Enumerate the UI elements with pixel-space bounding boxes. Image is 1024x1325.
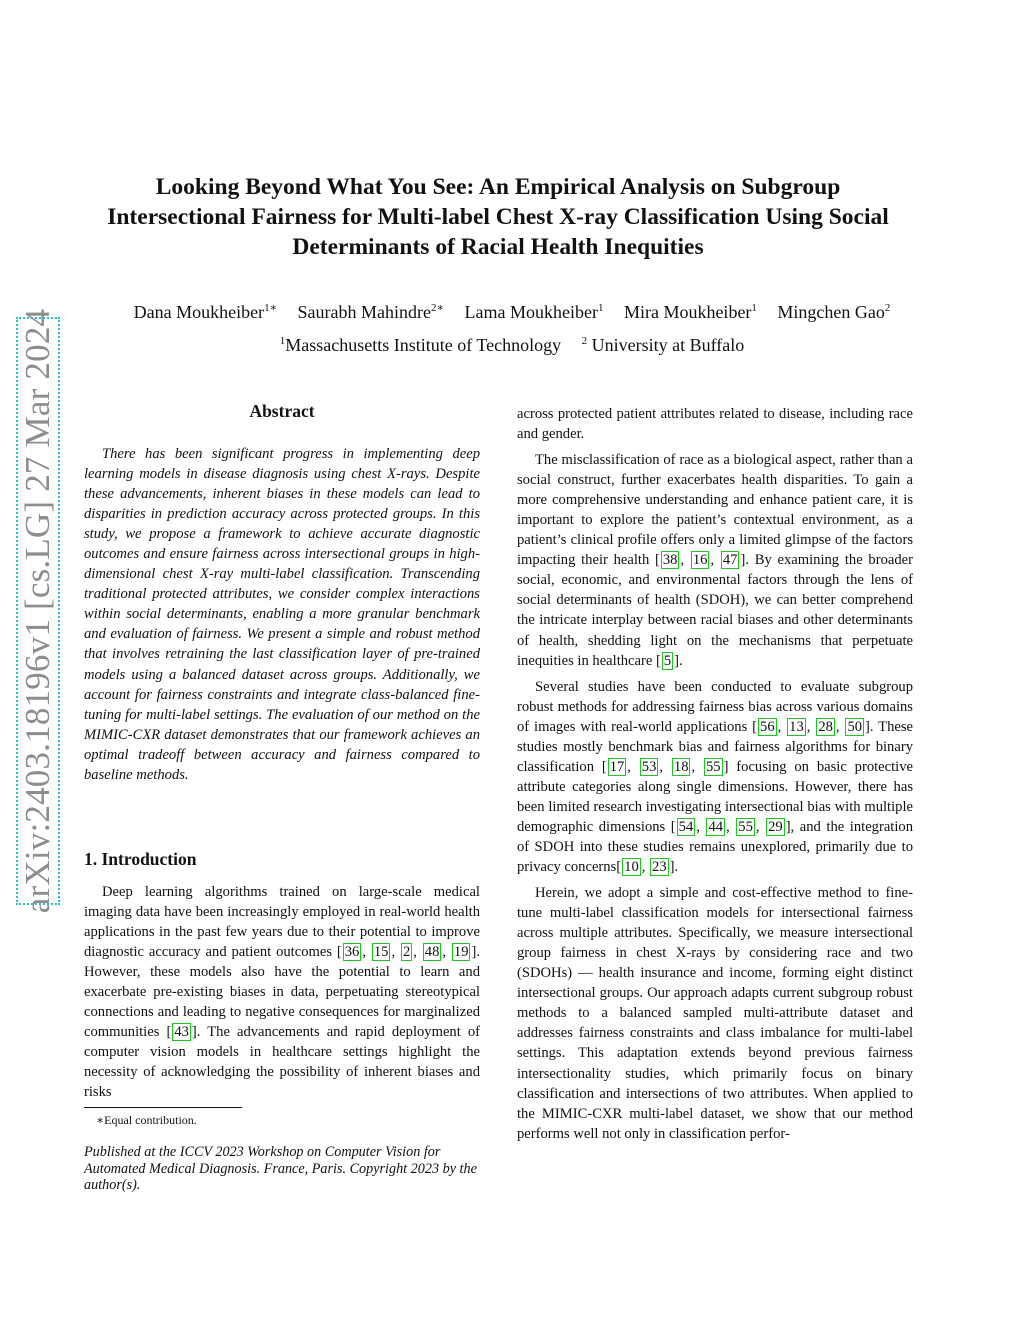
citation-link[interactable]: 29: [768, 818, 783, 835]
citation-link[interactable]: 47: [722, 552, 738, 569]
citation-link[interactable]: 38: [662, 552, 678, 569]
citation-link[interactable]: 48: [424, 944, 440, 961]
introduction-heading: 1. Introduction: [84, 849, 197, 869]
affiliation: [280, 335, 561, 355]
text-run: Deep learning algorithms trained on large-scale medical imaging data have been increasingly employed in real-world health applications in the past few years due to their potential to improve diagnostic accuracy and patient outcomes [: [84, 884, 480, 961]
citation-link[interactable]: 43: [174, 1024, 189, 1041]
citation-link[interactable]: 10: [624, 859, 639, 876]
author-list: [60, 300, 964, 324]
body-paragraph: [517, 404, 913, 444]
footnote: ∗Equal contribution.: [96, 1113, 197, 1127]
citation-link[interactable]: 5: [663, 652, 672, 669]
citation-link[interactable]: 23: [652, 859, 667, 876]
author-affiliation-mark: 1: [751, 302, 757, 314]
author: [465, 302, 604, 322]
author-affiliation-mark: 1∗: [264, 302, 278, 314]
citation-link[interactable]: 17: [609, 758, 625, 775]
text-run: ,: [710, 552, 720, 569]
text-run: ,: [691, 758, 703, 775]
text-run: ]. By examining the broader social, economic, and environmental factors through the lens of social determinants of health (SDOH), we can better comprehend the intricate interplay between racial biases and other determinants of health, shedding light on the mechanisms that perpetuate inequities in healthcare [: [517, 552, 914, 669]
author: [134, 302, 277, 322]
text-run: Several studies have been conducted to evaluate subgroup robust methods for addressing fairness bias across various domains of images with real-world applications [: [517, 678, 913, 735]
text-run: ,: [806, 718, 816, 735]
footnote-rule: [84, 1107, 242, 1108]
title-line: Looking Beyond What You See: An Empirical Analysis on Subgroup: [155, 174, 841, 200]
affiliation: [582, 335, 745, 355]
citation-link[interactable]: 16: [692, 552, 708, 569]
citation-link[interactable]: 55: [705, 758, 721, 775]
text-run: ,: [777, 718, 787, 735]
text-run: ]. The advancements and rapid deployment of computer vision models in healthcare settings highlight the necessity of acknowledging the possibility of inherent biases and risks: [84, 1024, 480, 1101]
citation-link[interactable]: 56: [760, 718, 775, 735]
citation-link[interactable]: 36: [344, 944, 360, 961]
text-run: ].: [669, 859, 679, 876]
text-run: ], and the integration of SDOH into these studies remains unexplored, primarily due to privacy concerns[: [517, 818, 914, 876]
introduction-paragraph: [84, 882, 480, 1103]
text-run: ,: [726, 818, 736, 835]
author-name: Saurabh Mahindre: [297, 302, 432, 322]
citation-link[interactable]: 50: [847, 718, 863, 735]
citation-link[interactable]: 18: [673, 758, 689, 775]
affiliation-mark: 1: [279, 335, 286, 347]
text-run: ,: [627, 758, 639, 775]
citation-link[interactable]: 54: [678, 818, 694, 835]
citation-link[interactable]: 28: [818, 718, 833, 735]
affiliation-list: [60, 333, 964, 357]
title-line: Intersectional Fairness for Multi-label Chest X-ray Classification Using Social: [107, 204, 889, 230]
text-run: ,: [835, 718, 845, 735]
author-affiliation-mark: 2: [884, 302, 891, 314]
title-line: Determinants of Racial Health Inequities: [292, 234, 704, 260]
affiliation-name: Massachusetts Institute of Technology: [285, 335, 562, 355]
text-run: ,: [391, 944, 400, 961]
text-run: ,: [680, 552, 690, 569]
author: [298, 302, 444, 322]
right-column: [517, 404, 913, 1144]
author-affiliation-mark: 1: [597, 302, 604, 314]
author-name: Dana Moukheiber: [133, 302, 265, 322]
body-paragraph: [517, 677, 913, 877]
paper-title: [82, 172, 914, 262]
arxiv-stamp: [16, 308, 60, 914]
abstract-text: There has been significant progress in implementing deep learning models in disease diagnosis using chest X-rays. Despite these advancements, inherent biases in these models can lead to disparities in prediction accuracy across protected groups. In this study, we propose a framework to achieve accurate diagnostic outcomes and ensure fairness across intersectional groups in high-dimensional chest X-ray multi-label classification. Transcending traditional protected attributes, we consider complex interactions within social determinants, enabling a more granular benchmark and evaluation of fairness. We present a simple and robust method that involves retraining the last classification layer of pre-trained models using a balanced dataset across groups. Additionally, we account for fairness constraints and integrate class-balanced fine-tuning for multi-label settings. The evaluation of our method on the MIMIC-CXR dataset demonstrates that our framework achieves an optimal tradeoff between accuracy and fairness compared to baseline methods.: [84, 446, 480, 783]
author-name: Mira Moukheiber: [623, 302, 752, 322]
abstract-heading: Abstract: [249, 401, 315, 421]
text-run: ,: [659, 758, 671, 775]
citation-link[interactable]: 55: [738, 818, 753, 835]
text-run: ,: [755, 818, 766, 835]
text-run: ,: [413, 944, 422, 961]
publication-note: Published at the ICCV 2023 Workshop on Computer Vision for Automated Medical Diagnosis. France, Paris. Copyright 2023 by the author(s).: [84, 1144, 477, 1193]
text-run: ,: [641, 859, 650, 876]
text-run: ] focusing on basic protective attribute categories along single dimensions. However, there has been limited research investigating intersectional bias with multiple demographic dimensions [: [517, 758, 914, 835]
body-paragraph: [517, 450, 913, 671]
author-affiliation-mark: 2∗: [431, 302, 444, 314]
text-run: ,: [696, 818, 706, 835]
text-run: ]. These studies mostly benchmark bias and fairness algorithms for binary classification [: [517, 718, 914, 775]
citation-link[interactable]: 13: [789, 718, 804, 735]
affiliation-name: University at Buffalo: [587, 335, 745, 355]
text-run: across protected patient attributes related to disease, including race and gender.: [517, 406, 913, 443]
citation-link[interactable]: 53: [641, 758, 657, 775]
citation-link[interactable]: 2: [402, 944, 411, 961]
text-run: ]. However, these models also have the potential to learn and exacerbate pre-existing biases in data, perpetuating stereotypical connections and leading to negative consequences for marginalized communities [: [84, 944, 480, 1041]
author-name: Mingchen Gao: [777, 302, 885, 322]
arxiv-identifier: arXiv:2403.18196v1 [cs.LG] 27 Mar 2024: [18, 308, 57, 914]
citation-link[interactable]: 44: [708, 818, 724, 835]
author: [624, 302, 757, 322]
affiliation-mark: 2: [581, 335, 588, 347]
citation-link[interactable]: 15: [373, 944, 389, 961]
citation-link[interactable]: 19: [453, 944, 469, 961]
author: [777, 302, 890, 322]
author-name: Lama Moukheiber: [464, 302, 598, 322]
text-run: ,: [442, 944, 451, 961]
body-paragraph: [517, 883, 913, 1144]
text-run: Herein, we adopt a simple and cost-effective method to fine-tune multi-label classification models for intersectional fairness across multiple attributes. Specifically, we measure intersectional group fairness in chest X-rays by considering race and two (SDOHs) — health insurance and income, forming eight distinct intersectional groups. Our approach adapts current subgroup robust methods to a balanced sampled multi-attribute dataset and addresses fairness constraints and class imbalance for multi-label settings. This adaptation extends beyond previous fairness intersectionality studies, which primarily focus on binary classification and intersections of two attributes. When applied to the MIMIC-CXR multi-label dataset, we show that our method performs well not only in classification perfor-: [517, 885, 913, 1142]
text-run: ,: [362, 944, 371, 961]
text-run: ].: [674, 652, 683, 669]
text-run: The misclassification of race as a biological aspect, rather than a social construct, further exacerbates health disparities. To gain a more comprehensive understanding and enhance patient care, it is important to explore the patient’s contextual environment, as a patient’s clinical profile offers only a limited glimpse of the factors impacting their health [: [517, 452, 913, 569]
